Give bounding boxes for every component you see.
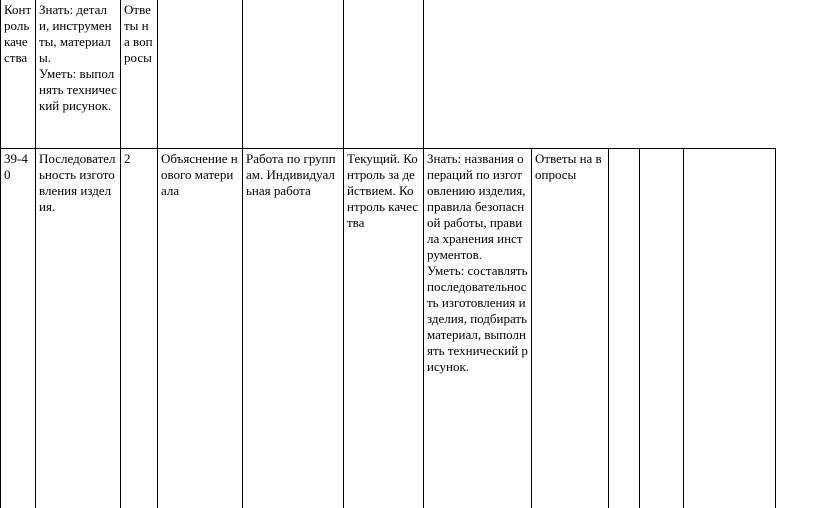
row2-col2-cell: Последовательность изготовления изделия. [39,151,116,214]
row2-col6-cell: Текущий. Контроль за действием. Контроль качества [347,151,419,230]
row2-col3-cell: 2 [124,151,131,166]
column-divider [35,0,36,508]
row2-col1-cell: 39-40 [4,151,28,182]
table-right-border [775,148,776,508]
column-divider [531,148,532,508]
column-divider [683,148,684,508]
column-divider [639,148,640,508]
row1-col6-cell [344,0,423,148]
table-left-border [0,0,1,508]
row2-col5-cell: Работа по группам. Индивидуальная работа [246,151,336,198]
row-divider [0,148,776,149]
row2-col11-cell [684,149,775,508]
row1-col3-cell: Ответы на вопросы [124,2,153,65]
row2-col8-cell: Ответы на вопросы [535,151,602,182]
column-divider [343,0,344,508]
column-divider [157,0,158,508]
column-divider [423,0,424,508]
row1-col1-cell: Контроль качества [4,2,32,65]
row1-col2-cell: Знать: детали, инструменты, материалы. Уметь: выполнять технический рисунок. [39,2,117,113]
row2-col10-cell [640,149,683,508]
column-divider [608,148,609,508]
column-divider [120,0,121,508]
row1-col5-cell [243,0,343,148]
row1-col4-cell [158,0,242,148]
row2-col7-cell: Знать: названия операций по изготовлению изделия, правила безопасной работы, правила хранения инструментов. Уметь: составлять последовательность изготовления изделия, подбирать материал, выполнять технический рисунок. [427,151,528,374]
row2-col9-cell [609,149,639,508]
row2-col4-cell: Объяснение нового материала [161,151,238,198]
column-divider [242,0,243,508]
